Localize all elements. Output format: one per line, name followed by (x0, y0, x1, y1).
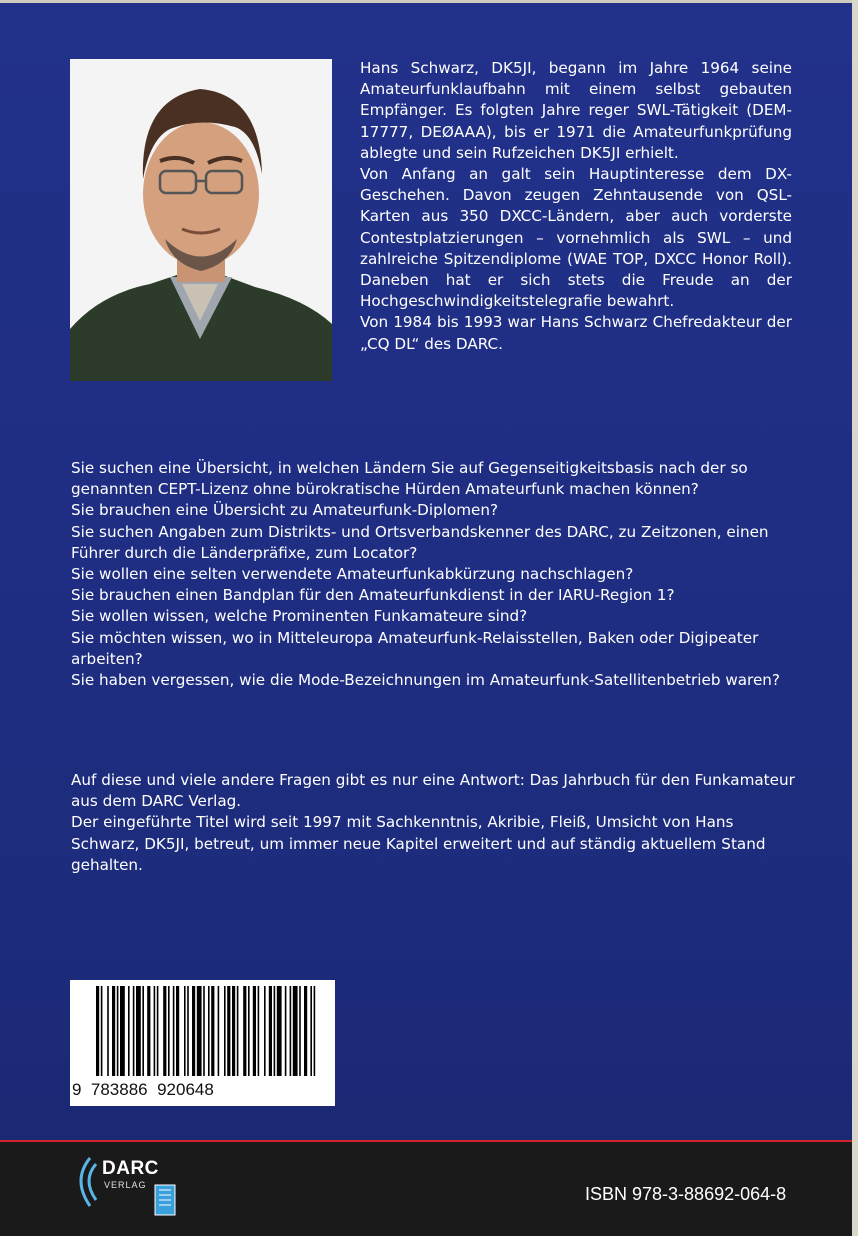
answer-paragraph: Der eingeführte Titel wird seit 1997 mit Sachkenntnis, Akribie, Fleiß, Umsicht von Hans Schwarz, DK5JI, betreut, um immer neue Kapitel erweitert und auf ständig aktuellem Stand gehalten. (71, 813, 766, 874)
bio-paragraph: Hans Schwarz, DK5JI, begann im Jahre 1964 seine Amateurfunklaufbahn mit einem selbst gebauten Empfänger. Es folgten Jahre reger SWL-Tätigkeit (DEM-17777, DEØAAA), bis er 1971 die Amateurfunkprüfung ablegte und sein Rufzeichen DK5JI erhielt. (360, 59, 792, 162)
answer-paragraph: Auf diese und viele andere Fragen gibt es nur eine Antwort: Das Jahrbuch für den Funkamateur aus dem DARC Verlag. (71, 771, 795, 811)
author-biography (360, 58, 792, 355)
answer-section (71, 770, 801, 876)
bio-paragraph: Von 1984 bis 1993 war Hans Schwarz Chefredakteur der „CQ DL“ des DARC. (360, 313, 792, 353)
author-portrait-image (70, 59, 332, 381)
author-photo (70, 59, 332, 381)
barcode-bars (96, 986, 320, 1076)
isbn-barcode (70, 980, 335, 1106)
question-item: Sie haben vergessen, wie die Mode-Bezeichnungen im Amateurfunk-Satellitenbetrieb waren? (71, 671, 780, 690)
question-item: Sie suchen Angaben zum Distrikts- und Ortsverbandskenner des DARC, zu Zeitzonen, einen Führer durch die Länderpräfixe, zum Locator? (71, 522, 769, 562)
question-list (71, 458, 801, 691)
question-item: Sie brauchen einen Bandplan für den Amateurfunkdienst in der IARU-Region 1? (71, 586, 675, 605)
isbn-text: ISBN 978-3-88692-064-8 (585, 1184, 787, 1204)
publisher-name: DARC (102, 1158, 159, 1179)
question-item: Sie möchten wissen, wo in Mitteleuropa Amateurfunk-Relaisstellen, Baken oder Digipeater arbeiten? (71, 628, 759, 668)
question-item: Sie wollen wissen, welche Prominenten Funkamateure sind? (71, 607, 528, 626)
question-item: Sie brauchen eine Übersicht zu Amateurfunk-Diplomen? (71, 501, 499, 520)
barcode-digits: 9 783886 920648 (72, 1080, 214, 1099)
page-edge-top (0, 0, 858, 3)
question-item: Sie wollen eine selten verwendete Amateurfunkabkürzung nachschlagen? (71, 565, 634, 584)
bio-paragraph: Von Anfang an galt sein Hauptinteresse dem DX-Geschehen. Davon zeugen Zehntausende von QSL-Karten aus 350 DXCC-Ländern, aber auch vorderste Contestplatzierungen – vornehmlich als SWL – und zahlreiche Spitzendiplome (WAE TOP, DXCC Honor Roll). Daneben hat er sich stets die Freude an der Hochgeschwindigkeitstelegrafie bewahrt. (360, 165, 792, 311)
page-edge-right (852, 0, 858, 1236)
publisher-sub: VERLAG (104, 1180, 147, 1190)
question-item: Sie suchen eine Übersicht, in welchen Ländern Sie auf Gegenseitigkeitsbasis nach der so genannten CEPT-Lizenz ohne bürokratische Hürden Amateurfunk machen können? (71, 459, 748, 499)
